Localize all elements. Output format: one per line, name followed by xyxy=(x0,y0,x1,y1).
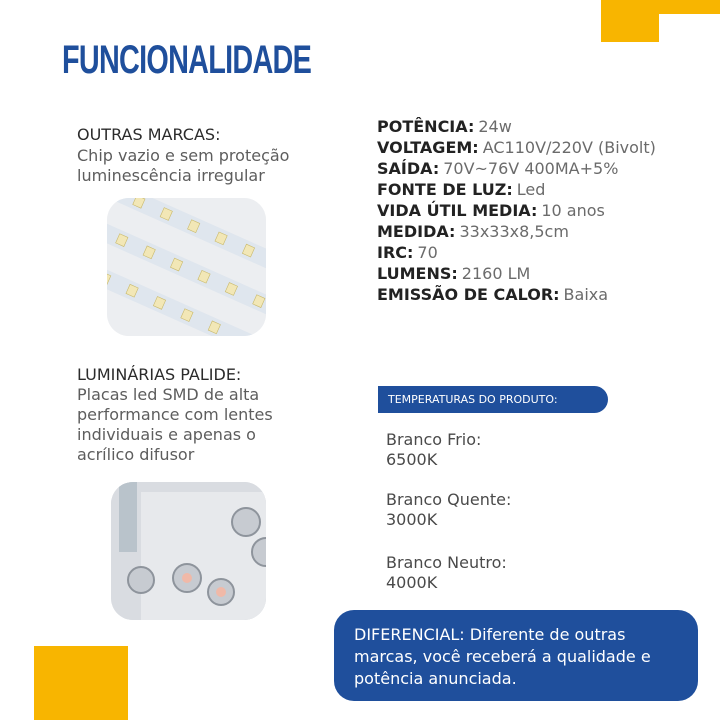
spec-label: FONTE DE LUZ: xyxy=(377,180,513,199)
spec-row xyxy=(377,221,656,242)
other-brands-line: Chip vazio e sem proteção xyxy=(77,146,290,165)
temperature-name: Branco Quente: xyxy=(386,490,512,509)
spec-value: 33x33x8,5cm xyxy=(459,222,569,241)
spec-label: SAÍDA: xyxy=(377,159,440,178)
other-brands-heading: OUTRAS MARCAS: xyxy=(77,125,221,144)
spec-list xyxy=(377,116,656,305)
spec-value: 24w xyxy=(478,117,512,136)
spec-label: VOLTAGEM: xyxy=(377,138,479,157)
palide-heading: LUMINÁRIAS PALIDE: xyxy=(77,365,242,384)
palide-line: performance com lentes xyxy=(77,405,273,424)
spec-value: 70V~76V 400MA+5% xyxy=(443,159,619,178)
palide-line: acrílico difusor xyxy=(77,445,195,464)
palide-line: Placas led SMD de alta xyxy=(77,385,260,404)
spec-row xyxy=(377,137,656,158)
palide-led-photo xyxy=(111,482,266,620)
spec-row xyxy=(377,200,656,221)
spec-value: 2160 LM xyxy=(461,264,531,283)
temperature-value: 4000K xyxy=(386,573,438,592)
palide-line: individuais e apenas o xyxy=(77,425,256,444)
spec-value: Baixa xyxy=(563,285,609,304)
spec-label: VIDA ÚTIL MEDIA: xyxy=(377,201,538,220)
spec-label: POTÊNCIA: xyxy=(377,117,475,136)
temperature-value: 3000K xyxy=(386,510,438,529)
temperature-value: 6500K xyxy=(386,450,438,469)
spec-value: 70 xyxy=(417,243,438,262)
spec-row xyxy=(377,284,656,305)
other-brands-line: luminescência irregular xyxy=(77,166,265,185)
spec-value: AC110V/220V (Bivolt) xyxy=(482,138,656,157)
spec-value: 10 anos xyxy=(541,201,605,220)
spec-label: IRC: xyxy=(377,243,414,262)
corner-accent-top xyxy=(601,0,659,42)
differential-line: marcas, você receberá a qualidade e xyxy=(354,647,651,666)
spec-row xyxy=(377,116,656,137)
temperatures-badge: TEMPERATURAS DO PRODUTO: xyxy=(378,386,608,413)
differential-box xyxy=(334,610,698,701)
spec-value: Led xyxy=(516,180,546,199)
corner-accent-bottom xyxy=(34,646,128,720)
temperature-name: Branco Neutro: xyxy=(386,553,507,572)
spec-row xyxy=(377,158,656,179)
differential-line: potência anunciada. xyxy=(354,669,517,688)
temperature-name: Branco Frio: xyxy=(386,430,482,449)
page-title: FUNCIONALIDADE xyxy=(62,38,312,82)
other-brands-led-photo xyxy=(107,198,266,336)
differential-line: DIFERENCIAL: Diferente de outras xyxy=(354,625,626,644)
spec-label: LUMENS: xyxy=(377,264,458,283)
corner-accent-bar xyxy=(659,0,720,14)
spec-label: EMISSÃO DE CALOR: xyxy=(377,285,560,304)
spec-label: MEDIDA: xyxy=(377,222,456,241)
spec-row xyxy=(377,242,656,263)
spec-row xyxy=(377,263,656,284)
spec-row xyxy=(377,179,656,200)
